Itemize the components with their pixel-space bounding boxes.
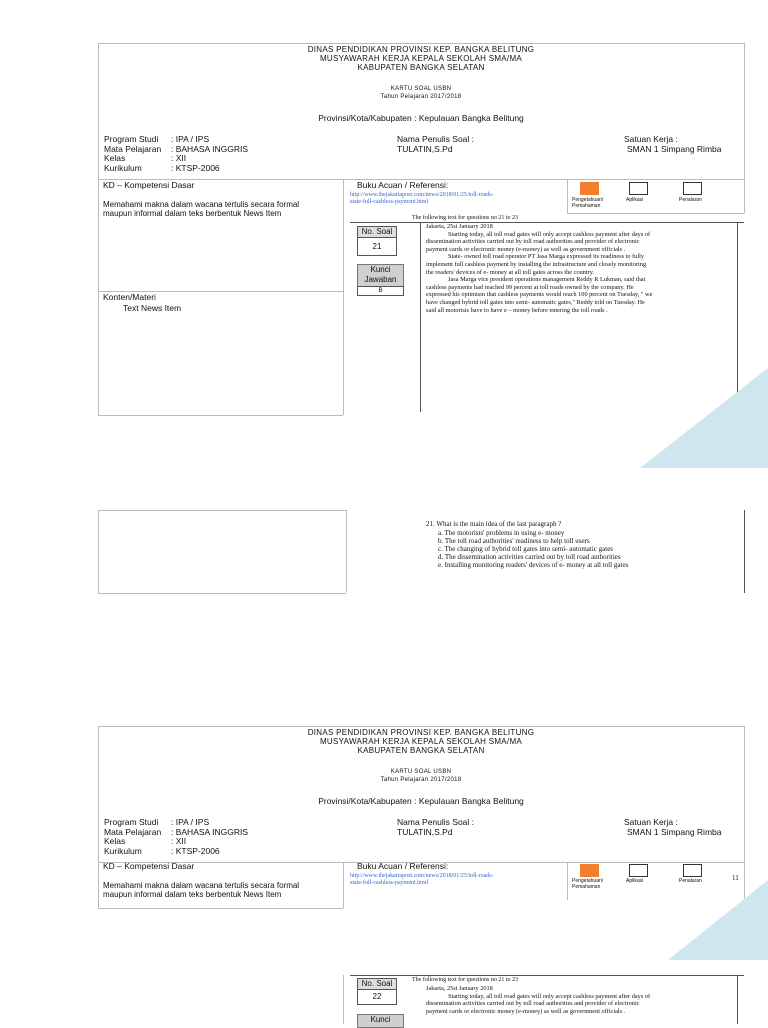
header-line-3: KABUPATEN BANGKA SELATAN [357,63,485,72]
cog-pengetahuan: Pengetahuan/ Pemahaman [572,878,604,890]
option-b[interactable]: b. The toll road authorities' readiness to help toll users [438,537,590,545]
tahun-pelajaran: Tahun Pelajaran 2017/2018 [380,94,462,100]
penulis-label: Nama Penulis Soal : [397,817,475,827]
checkbox-penalaran[interactable] [683,182,702,195]
kartu-title: KARTU SOAL USBN [390,86,452,92]
konten-text: Text News Item [123,303,182,313]
kd-text: Memahami makna dalam wacana tertulis secara formal maupun informal dalam teks berbentuk News Item [103,881,300,899]
news-passage: Jakarta, 25st January 2018 Starting today, all toll road gates will only accept cashless payment after days of dissemination activities carried out by toll road authorities and provider of electronic payment cards or electronic money (e-money) as well as government officials . State- owned toll road operator PT Jasa Marga expressed its readiness to fully implement full cashless payment by installing the infrastructure and closely monitoring the readers' devices of e- money at all toll gates across the country. Jasa Marga vice president operations management Reddy R Lukman, said that cashless payments had reached 99 percent at toll roads owned by the company. He expressed his optimism that cashless payments would reach 100 percent on Tuesday, " we have changed hybrid toll gates into semi- automatic gates," Reddy told on Tuesday. He said all motorists have to have e – money before entering the toll roads . [426,223,653,314]
kunci-value: B [357,286,404,296]
buku-acuan-label: Buku Acuan / Referensi: [357,180,449,190]
reference-link[interactable]: http://www.thejakartapost.com/news/2018/01/25/toll-roads- state-full-cashless-payment.html [350,192,494,205]
header-line-2: MUSYAWARAH KERJA KEPALA SEKOLAH SMA/MA [319,54,523,63]
decorative-triangle [640,368,768,468]
no-soal-label: No. Soal [357,226,397,238]
satuan-value: SMAN 1 Simpang Rimba [627,827,722,837]
cog-penalaran: Penalaran [679,197,702,203]
cog-pengetahuan: Pengetahuan/ Pemahaman [572,197,604,209]
satuan-label: Satuan Kerja : [624,817,678,827]
kd-title: KD – Kompetensi Dasar [103,861,195,871]
kd-title: KD – Kompetensi Dasar [103,180,195,190]
option-c[interactable]: c. The changing of hybrid toll gates into semi- automatic gates [438,545,614,553]
satuan-label: Satuan Kerja : [624,134,678,144]
provinsi-line: Provinsi/Kota/Kabupaten : Kepulauan Bangka Belitung [318,796,524,806]
page-number: 11 [732,874,739,882]
satuan-value: SMAN 1 Simpang Rimba [627,144,722,154]
penulis-label: Nama Penulis Soal : [397,134,475,144]
news-passage: Jakarta, 25st January 2018 Starting today, all toll road gates will only accept cashless payment after days of dissemination activities carried out by toll road authorities and provider of electronic payment cards or electronic money (e-money) as well as government officials . [426,985,651,1015]
header-line-1: DINAS PENDIDIKAN PROVINSI KEP. BANGKA BELITUNG [307,45,535,54]
answer-options [438,529,628,569]
kunci-jawaban-label: Kunci Jawaban [357,264,404,287]
checkbox-pengetahuan[interactable] [580,864,599,877]
penulis-name: TULATIN,S.Pd [397,144,453,154]
passage-title: The following text for questions no 21 to 23 [412,977,518,983]
option-d[interactable]: d. The dissemination activities carried out by toll road authorities [438,553,621,561]
info-values: : IPA / IPS : BAHASA INGGRIS : XII : KTSP-2006 [171,817,248,856]
penulis-name: TULATIN,S.Pd [397,827,453,837]
checkbox-aplikasi[interactable] [629,864,648,877]
tahun-pelajaran: Tahun Pelajaran 2017/2018 [380,777,462,783]
passage-title: The following text for questions no 21 to 23 [412,215,518,221]
kunci-label: Kunci [357,1014,404,1028]
option-a[interactable]: a. The motorists' problems in using e- money [438,529,565,537]
kartu-title: KARTU SOAL USBN [390,769,452,775]
cog-aplikasi: Aplikasi [626,197,644,203]
header-line-3: KABUPATEN BANGKA SELATAN [357,746,485,755]
no-soal-label: No. Soal [357,978,397,990]
info-values: : IPA / IPS : BAHASA INGGRIS : XII : KTSP-2006 [171,134,248,173]
konten-title: Konten/Materi [103,292,156,302]
reference-link[interactable]: http://www.thejakartapost.com/news/2018/01/25/toll-roads- state-full-cashless-payment.html [350,873,494,886]
buku-acuan-label: Buku Acuan / Referensi: [357,861,449,871]
info-labels: Program Studi Mata Pelajaran Kelas Kurikulum [104,134,162,173]
checkbox-pengetahuan[interactable] [580,182,599,195]
question-stem: 21. What is the main idea of the last paragraph ? [426,520,562,528]
option-e[interactable]: e. Installing monitoring readers' devices of e- money at all toll gates [438,561,629,569]
kd-text: Memahami makna dalam wacana tertulis secara formal maupun informal dalam teks berbentuk News Item [103,200,300,218]
question-number: 22 [357,989,397,1005]
info-labels: Program Studi Mata Pelajaran Kelas Kurikulum [104,817,162,856]
checkbox-penalaran[interactable] [683,864,702,877]
cog-penalaran: Penalaran [679,878,702,884]
cog-aplikasi: Aplikasi [626,878,644,884]
provinsi-line: Provinsi/Kota/Kabupaten : Kepulauan Bangka Belitung [318,113,524,123]
decorative-triangle [668,880,768,960]
question-number: 21 [357,237,397,256]
checkbox-aplikasi[interactable] [629,182,648,195]
header-line-1: DINAS PENDIDIKAN PROVINSI KEP. BANGKA BELITUNG [307,728,535,737]
header-line-2: MUSYAWARAH KERJA KEPALA SEKOLAH SMA/MA [319,737,523,746]
